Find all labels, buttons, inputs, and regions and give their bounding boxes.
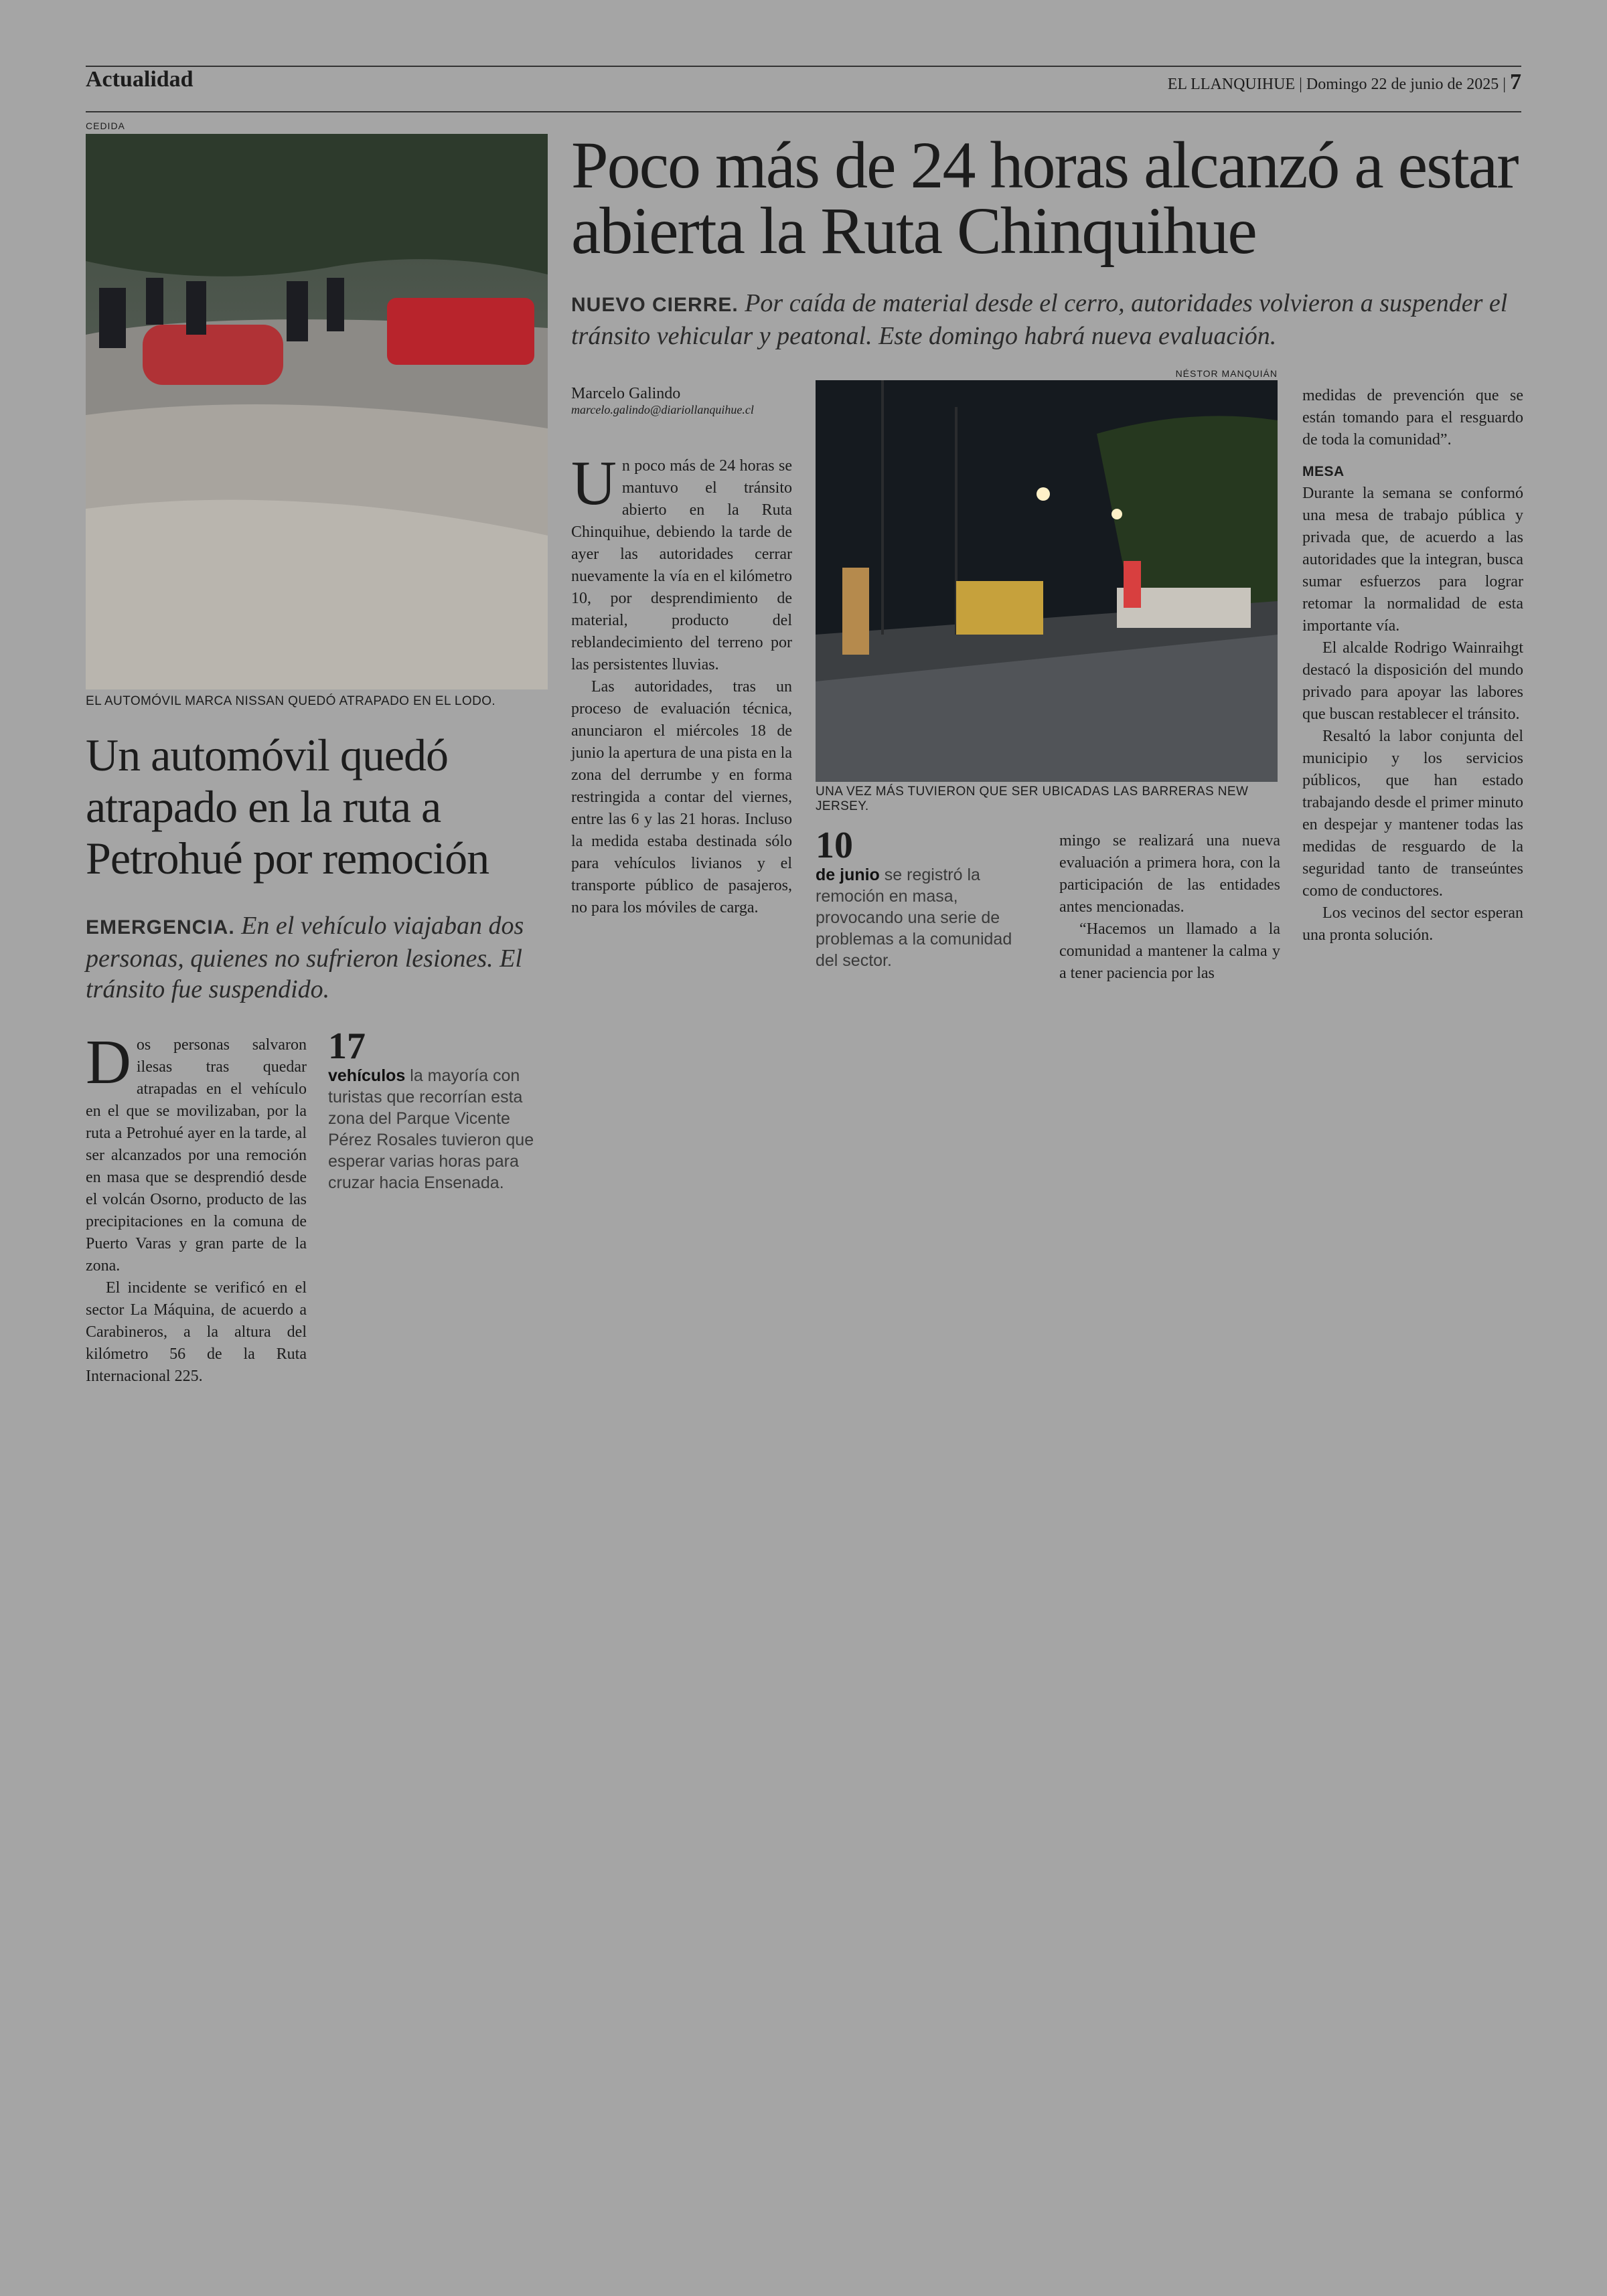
main-callout — [816, 827, 1037, 971]
main-column-4 — [1302, 385, 1523, 947]
main-email: marcelo.galindo@diariollanquihue.cl — [571, 403, 754, 416]
header-rule — [86, 111, 1521, 112]
folio — [852, 70, 1521, 95]
main-para-1: n poco más de 24 horas se mantuvo el tránsito abierto en la Ruta Chinquihue, debiendo la tarde de ayer las autoridades cerrar nuevamente la vía en el kilómetro 10, por desprendimiento de material, producto del reblandecimiento del terreno por las persistentes lluvias. — [571, 457, 792, 673]
main-deck — [571, 288, 1522, 351]
page-number: 7 — [1510, 70, 1521, 94]
main-photo-credit: NÉSTOR MANQUIÁN — [1175, 368, 1278, 379]
main-callout-text: se registró la remoción en masa, provocando una serie de problemas a la comunidad del sector. — [816, 866, 1012, 970]
main-para-2: Las autoridades, tras un proceso de evaluación técnica, anunciaron el miércoles 18 de junio la apertura de una pista en la zona del derrumbe y en forma restringida a contar del viernes, entre las 6 y las 21 horas. Incluso la medida estaba destinada sólo para vehículos livianos y el transporte público de pasajeros, no para los móviles de carga. — [571, 678, 792, 916]
main-subhead: MESA — [1302, 464, 1345, 479]
main-photo — [816, 380, 1278, 782]
left-photo-credit: CEDIDA — [86, 120, 125, 131]
mudslide-photo-icon — [86, 134, 548, 689]
main-column-1 — [571, 448, 792, 919]
main-headline: Poco más de 24 horas alcanzó a estar abierta la Ruta Chinquihue — [571, 128, 1518, 268]
main-byline — [571, 385, 799, 417]
left-callout — [328, 1028, 549, 1194]
left-callout-number: 17 — [328, 1026, 366, 1067]
main-col4-para-4: Resaltó la labor conjunta del municipio y los servicios públicos, que han estado trabajando desde el primer minuto en despejar y mantener todas las medidas de resguardo de la seguridad tanto de transeúntes como de conductores. — [1302, 728, 1523, 900]
left-para-2: El incidente se verificó en el sector La Máquina, de acuerdo a Carabineros, a la altura del kilómetro 56 de la Ruta Internacional 225. — [86, 1279, 307, 1385]
main-col3-para-1: mingo se realizará una nueva evaluación a primera hora, con la participación de las entidades antes mencionadas. — [1059, 832, 1280, 916]
left-column-1 — [86, 1028, 307, 1388]
main-column-3 — [1059, 830, 1280, 985]
folio-text: EL LLANQUIHUE | Domingo 22 de junio de 2025 | — [1167, 76, 1506, 93]
main-col4-para-2: Durante la semana se conformó una mesa de trabajo pública y privada que, de acuerdo a las autoridades que la integran, busca sumar esfuerzos para lograr retomar la normalidad de esta importante vía. — [1302, 485, 1523, 635]
left-para-1: os personas salvaron ilesas tras quedar atrapadas en el vehículo en el que se movilizaban, por la ruta a Petrohué ayer en la tarde, al ser alcanzados por una remoción en masa que se desprendió desde el volcán Osorno, producto de las precipitaciones en la comuna de Puerto Varas y gran parte de la zona. — [86, 1036, 307, 1275]
main-callout-number: 10 — [816, 825, 853, 866]
main-col4-para-5: Los vecinos del sector esperan una pronta solución. — [1302, 904, 1523, 944]
main-deck-text: Por caída de material desde el cerro, autoridades volvieron a suspender el tránsito vehicular y peatonal. Este domingo habrá nueva evaluación. — [571, 289, 1508, 350]
main-photo-caption: UNA VEZ MÁS TUVIERON QUE SER UBICADAS LAS BARRERAS NEW JERSEY. — [816, 785, 1249, 813]
left-photo-caption: EL AUTOMÓVIL MARCA NISSAN QUEDÓ ATRAPADO EN EL LODO. — [86, 694, 496, 708]
main-col3-para-2: “Hacemos un llamado a la comunidad a mantener la calma y a tener paciencia por las — [1059, 920, 1280, 982]
left-headline: Un automóvil quedó atrapado en la ruta a Petrohué por remoción — [86, 730, 489, 884]
main-kicker: NUEVO CIERRE. — [571, 294, 739, 316]
left-callout-bold: vehículos — [328, 1066, 406, 1085]
left-deck-text: En el vehículo viajaban dos personas, quienes no sufrieron lesiones. El tránsito fue suspendido. — [86, 912, 524, 1003]
left-callout-text: la mayoría con turistas que recorrían esta zona del Parque Vicente Pérez Rosales tuvieron que esperar varias horas para cruzar hacia Ensenada. — [328, 1066, 534, 1192]
main-col4-para-3: El alcalde Rodrigo Wainraihgt destacó la disposición del mundo privado para apoyar las labores que buscan restablecer el tránsito. — [1302, 639, 1523, 723]
top-rule — [86, 66, 1521, 67]
left-kicker: EMERGENCIA. — [86, 916, 235, 938]
main-author: Marcelo Galindo — [571, 385, 681, 402]
left-photo — [86, 134, 548, 689]
road-closure-photo-icon — [816, 380, 1278, 782]
left-drop-cap: D — [86, 1028, 131, 1097]
main-drop-cap: U — [571, 448, 617, 518]
left-deck — [86, 910, 548, 1005]
main-callout-bold: de junio — [816, 866, 880, 884]
main-col4-para-1: medidas de prevención que se están tomando para el resguardo de toda la comunidad”. — [1302, 387, 1523, 448]
section-label: Actualidad — [86, 67, 194, 92]
